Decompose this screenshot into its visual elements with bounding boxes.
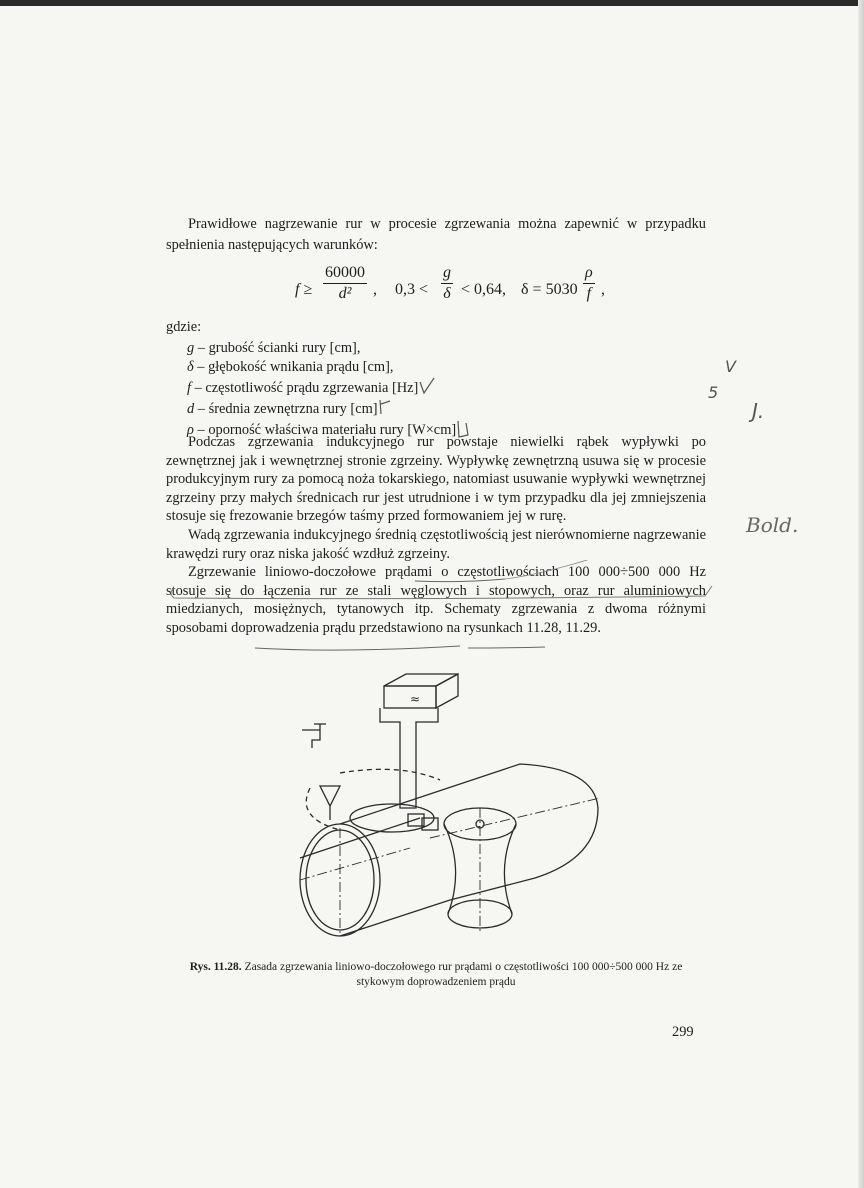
formula-1-separator: , [373, 281, 377, 298]
definition-symbol: f [187, 380, 191, 396]
generator-symbol: ≈ [410, 692, 421, 706]
definition-text: – oporność właściwa materiału rury [W×cm] [193, 422, 457, 438]
formula-3-separator: , [601, 281, 605, 298]
figure-caption [166, 960, 706, 990]
definition-text: – średnia zewnętrzna rury [cm] [194, 401, 378, 417]
definition-symbol: g [187, 340, 195, 356]
formula-2-fraction [441, 263, 453, 304]
formula-3-numerator: ρ [583, 263, 595, 284]
formula-2-numerator: g [441, 263, 453, 284]
formula-1-lhs: f ≥ [295, 281, 313, 298]
where-label: gdzie: [166, 319, 202, 335]
handwritten-check-mark [418, 377, 436, 395]
paragraph-disadvantage: Wadą zgrzewania indukcyjnego średnią częstotliwością jest nierównomierne nagrzewanie krawędzi rury oraz niska jakość wzdłuż zgrzeiny. [166, 526, 706, 562]
formula-3-denominator: f [586, 285, 592, 302]
figure-welding-diagram [280, 668, 610, 948]
definition-symbol: ρ [187, 422, 194, 438]
caption-label: Rys. 11.28. [189, 961, 242, 973]
margin-note-bold: Bold. [746, 513, 799, 537]
margin-note-v: V [725, 357, 736, 376]
formula-2-denominator: δ [443, 285, 451, 302]
current-lead [380, 708, 438, 808]
definition-text: – głębokość wnikania prądu [cm], [193, 359, 394, 375]
scan-edge-right [858, 0, 864, 1188]
definition-item [187, 358, 470, 377]
formula-1-fraction [323, 263, 367, 304]
formula-conditions [295, 263, 625, 319]
definition-item [187, 377, 470, 398]
definitions-list [187, 339, 470, 440]
margin-note-5: 5 [708, 383, 719, 402]
paragraph-linear-butt-welding: Zgrzewanie liniowo-doczołowe prądami o częstotliwościach 100 000÷500 000 Hz stosuje się do łączenia rur ze stali węglowych i stopowych, oraz rur aluminiowych miedzianych, mosiężnych, tytanowych itp. Schematy zgrzewania z dwoma różnymi sposobami doprowadzenia prądu przedstawiono na rysunkach 11.28, 11.29. [166, 564, 706, 636]
intro-paragraph: Prawidłowe nagrzewanie rur w procesie zgrzewania można zapewnić w przypadku spełnienia następujących warunków: [166, 216, 706, 253]
formula-1-denominator: d² [338, 285, 352, 302]
formula-1-numerator: 60000 [323, 263, 367, 284]
margin-note-j: J. [752, 399, 765, 423]
intro-block [166, 214, 706, 256]
definition-text: – częstotliwość prądu zgrzewania [Hz] [191, 380, 419, 396]
paragraph-flash-removal: Podczas zgrzewania indukcyjnego rur powstaje niewielki rąbek wypływki po zewnętrznej jak i wewnętrznej stronie zgrzeiny. Wypływkę zewnętrzną usuwa się w procesie produkcyjnym rury za pomocą noża tokarskiego, natomiast usuwanie wypływki wewnętrznej zgrzeiny przy małych średnicach rur jest utrudnione i w tym przypadku dla jej zmniejszenia stosuje się frezowanie brzegów taśmy przed formowaniem jej w rurę. [166, 434, 706, 525]
definition-text: – grubość ścianki rury [cm], [194, 340, 361, 356]
handwritten-underlines [160, 560, 720, 660]
definition-item [187, 339, 470, 358]
formula-2-rhs: < 0,64, [461, 281, 507, 298]
page-number: 299 [672, 1024, 694, 1040]
scan-edge-top [0, 0, 864, 6]
definition-item [187, 398, 470, 419]
formula-2-lhs: 0,3 < [395, 281, 429, 298]
definition-symbol: d [187, 401, 195, 417]
formula-3-fraction [583, 263, 595, 304]
definition-symbol: δ [187, 359, 194, 375]
caption-text: Zasada zgrzewania liniowo-doczołowego rur prądami o częstotliwości 100 000÷500 000 Hz ze stykowym doprowadzeniem prądu [241, 961, 683, 988]
handwritten-check-mark [378, 398, 392, 416]
water-tap-icon [302, 724, 326, 748]
handwritten-margin-notes [690, 350, 840, 550]
formula-3-lhs: δ = 5030 [521, 281, 578, 298]
funnel-icon [320, 786, 340, 820]
